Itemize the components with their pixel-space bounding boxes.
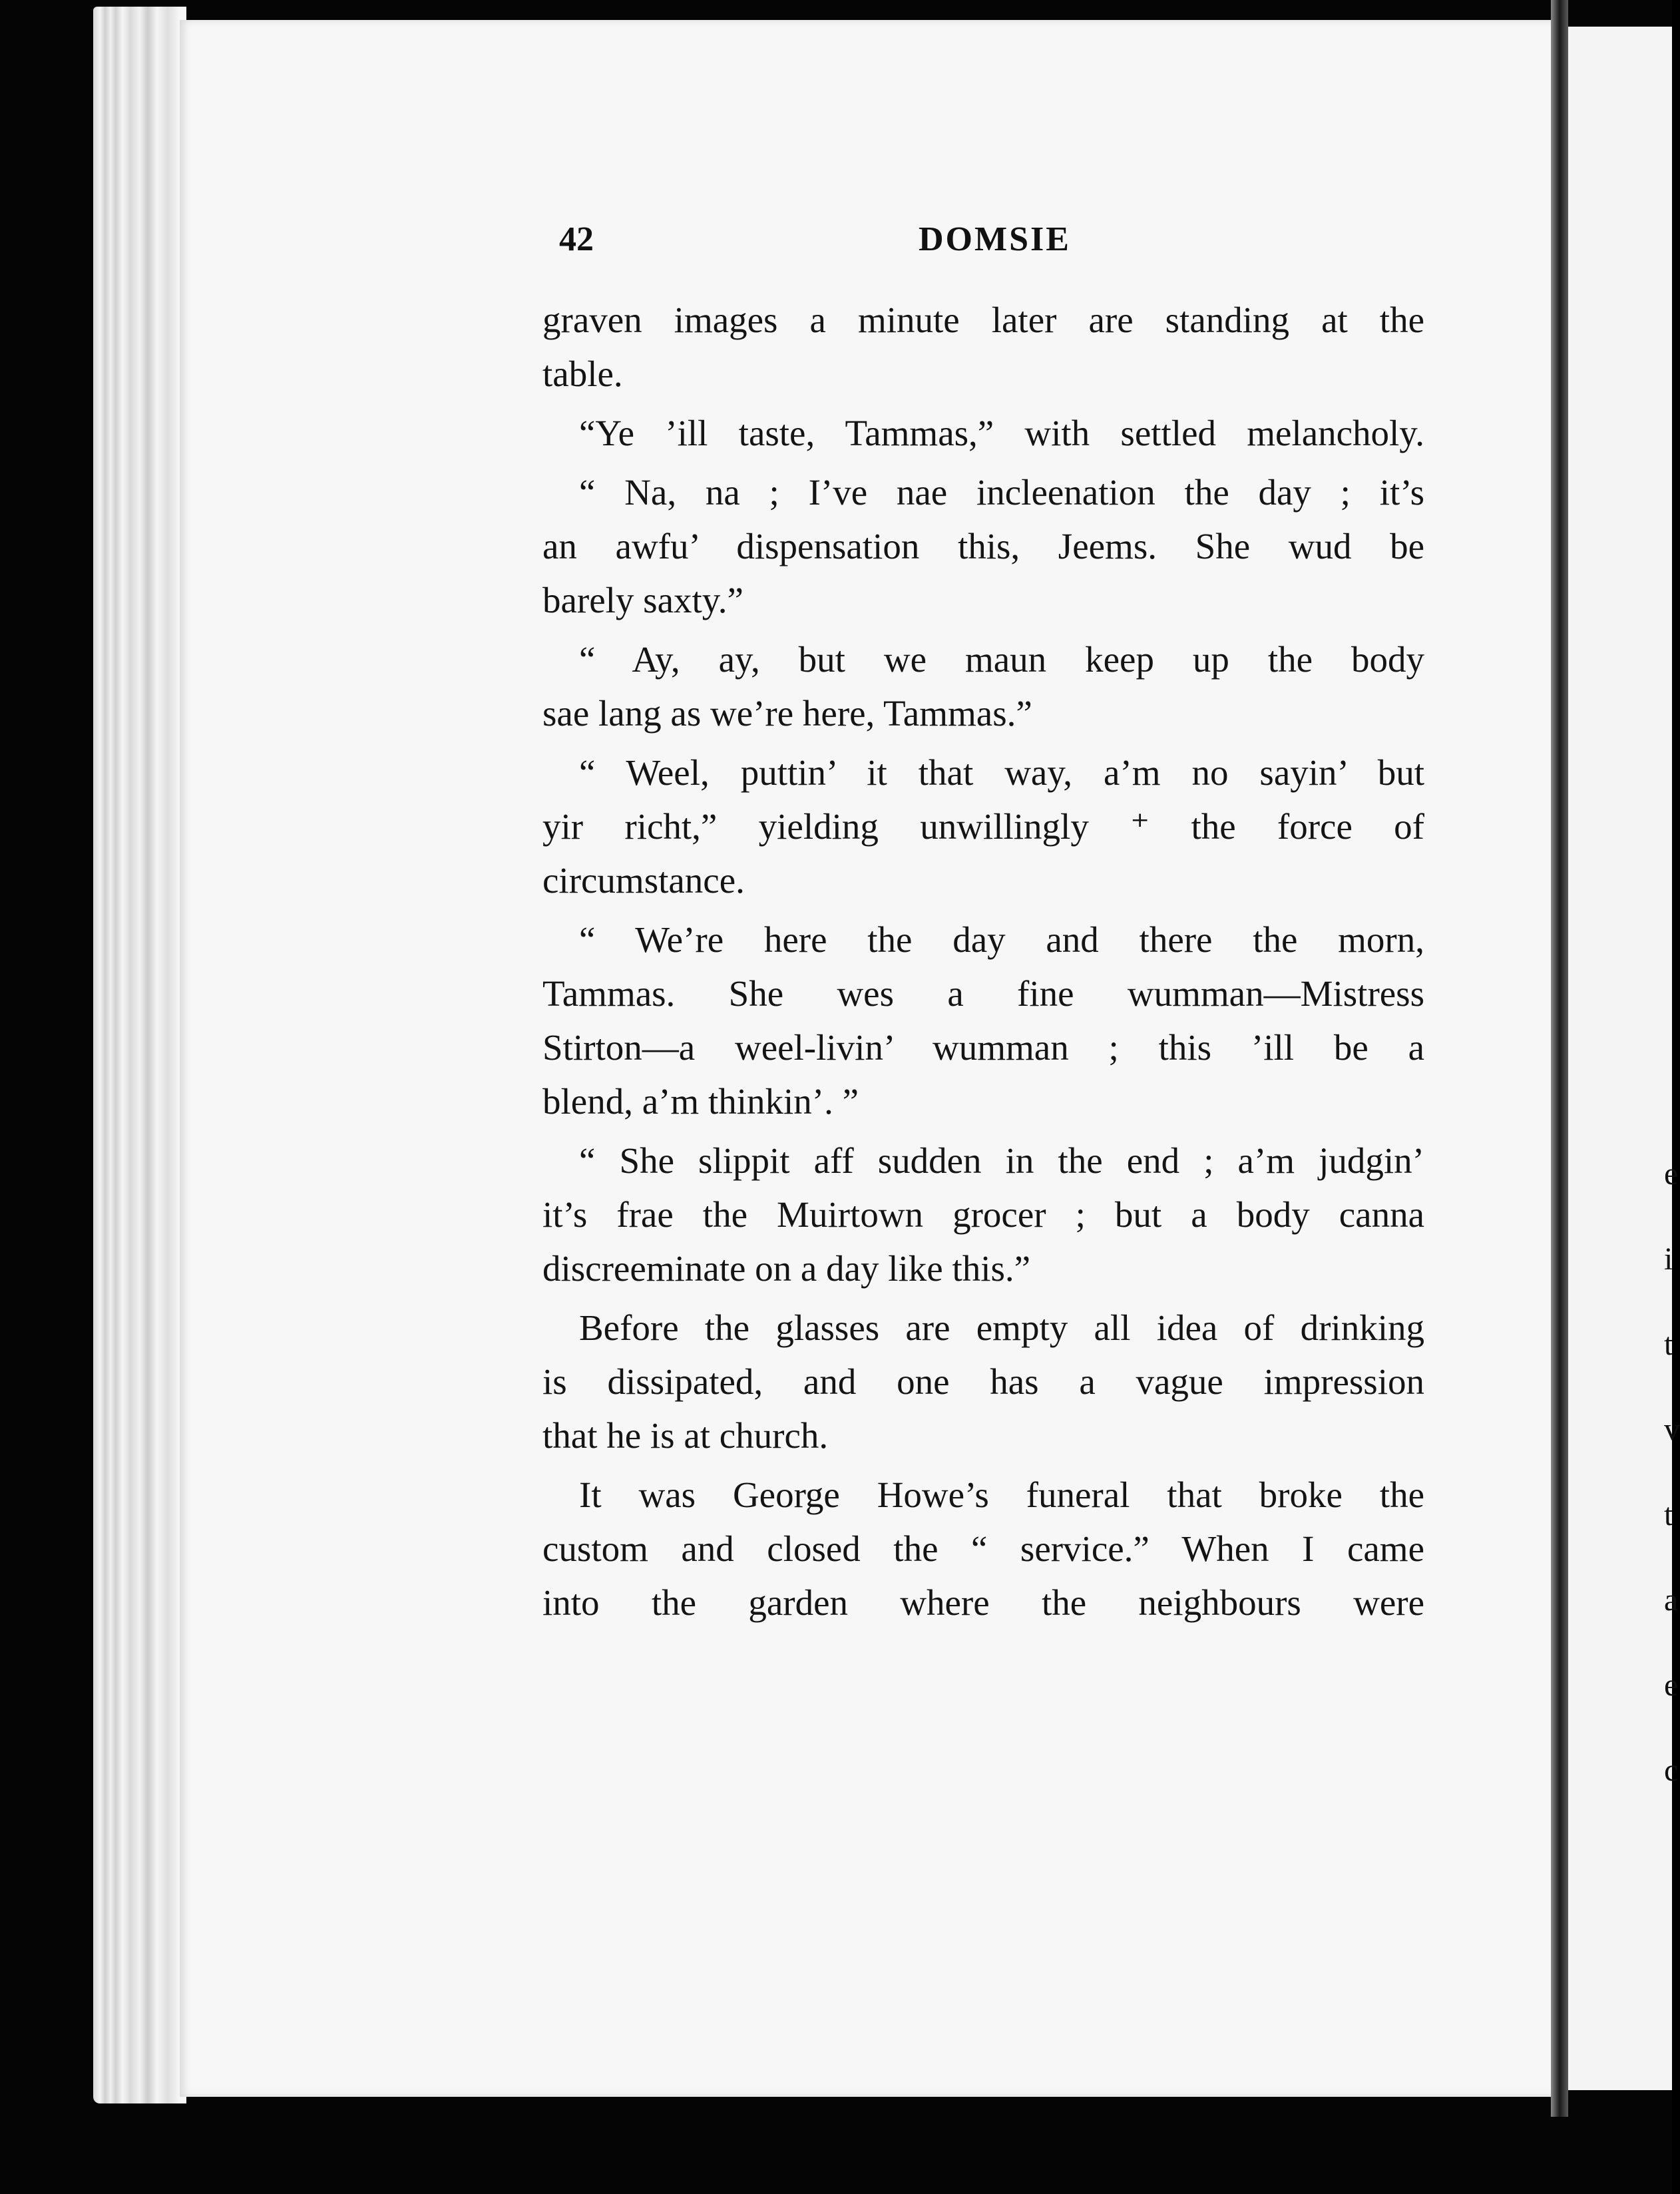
text-line: table. [542,353,623,394]
text-line: that he is at church. [542,1415,829,1456]
text-line: “ Ay, ay, but we maun keep up the body [579,639,1424,680]
text-line: sae lang as we’re here, Tammas.” [542,693,1032,734]
text-line: Tammas. She wes a fine wumman—Mistress [542,973,1424,1014]
body-text [542,293,1424,1630]
facing-page [1568,27,1680,2090]
text-line: custom and closed the “ service.” When I came [542,1528,1424,1569]
facing-glyph: v [1664,1412,1680,1447]
facing-glyph: t [1664,1327,1673,1362]
facing-glyph: e [1664,1667,1679,1703]
text-line: is dissipated, and one has a vague impression [542,1361,1424,1402]
running-title: DOMSIE [919,220,1071,258]
text-line: yir richt,” yielding unwillingly ⁺ the force of [542,806,1424,847]
page-number: 42 [559,220,594,258]
text-line: graven images a minute later are standing at the [542,300,1424,340]
facing-glyph: e [1664,1156,1679,1192]
text-line: “ She slippit aff sudden in the end ; a’m judgin’ [579,1140,1424,1181]
facing-glyph: c [1664,1753,1679,1788]
text-line: barely saxty.” [542,580,743,620]
book-page-edges [93,7,186,2103]
text-line: “Ye ’ill taste, Tammas,” with settled melancholy. [579,413,1424,453]
text-line: Stirton—a weel-livin’ wumman ; this ’ill be a [542,1027,1424,1068]
book-gutter [1551,0,1568,2117]
text-line: blend, a’m thinkin’. ” [542,1081,859,1122]
facing-glyph: i [1664,1241,1673,1277]
text-line: it’s frae the Muirtown grocer ; but a body canna [542,1194,1424,1235]
text-line: discreeminate on a day like this.” [542,1248,1031,1289]
text-line: circumstance. [542,860,745,901]
text-line: It was George Howe’s funeral that broke the [579,1474,1424,1515]
facing-glyph: a [1664,1582,1679,1618]
running-head [559,220,1424,273]
text-line: into the garden where the neighbours were [542,1582,1424,1623]
text-line: “ Weel, puttin’ it that way, a’m no sayin’ but [579,752,1424,793]
text-line: Before the glasses are empty all idea of drinking [579,1307,1424,1348]
text-line: an awfu’ dispensation this, Jeems. She wud be [542,526,1424,566]
facing-page-text [1664,1132,1680,1813]
text-line: “ Na, na ; I’ve nae incleenation the day ; it’s [579,472,1424,513]
facing-glyph: t [1664,1497,1673,1532]
text-line: “ We’re here the day and there the morn, [579,919,1424,960]
